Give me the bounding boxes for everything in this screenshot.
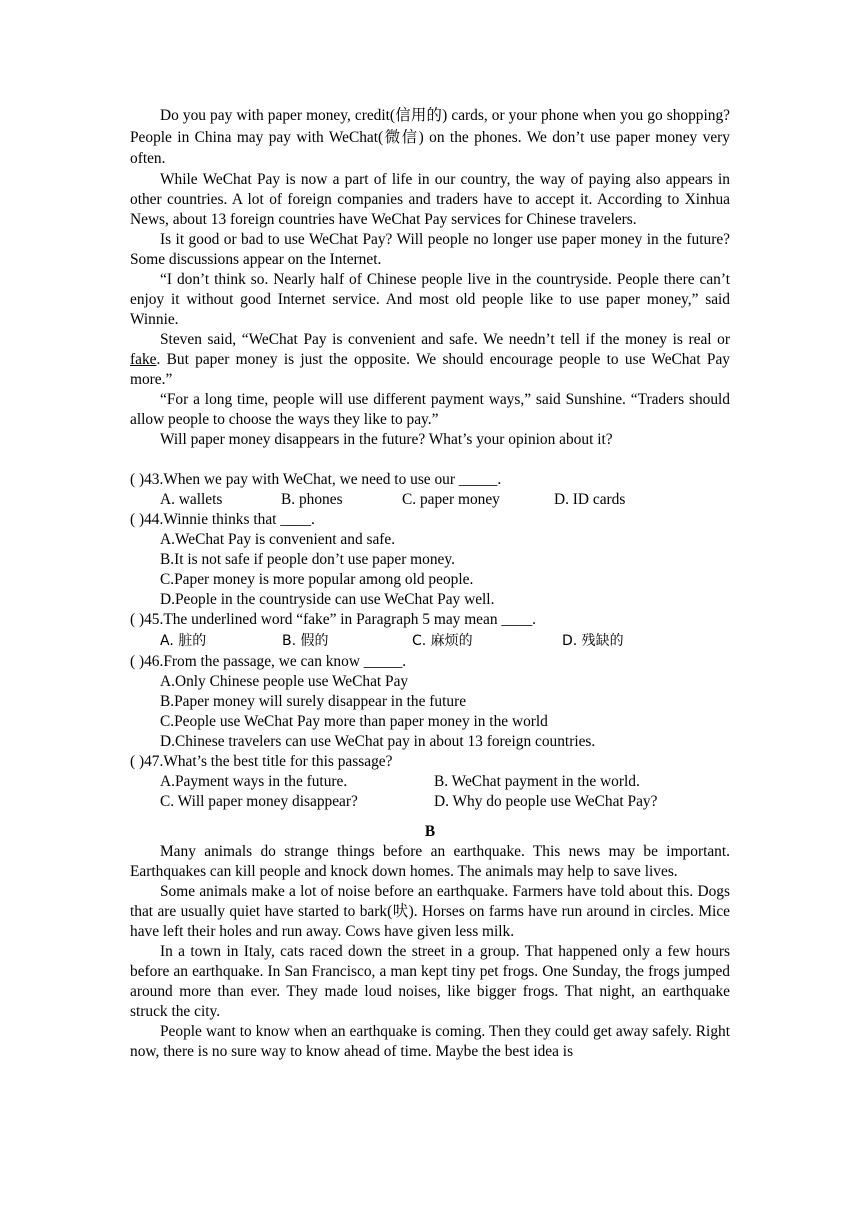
question-43-option-b: B. phones <box>281 490 343 508</box>
question-43-option-d: D. ID cards <box>554 490 626 508</box>
passage-b-paragraph-2: Some animals make a lot of noise before an earthquake. Farmers have told about this. Dogs that are usually quiet have started to bark(吠). Horses on farms have run around in circles. Mice have left their holes and run away. Cows have given less milk. <box>130 882 730 940</box>
document-page <box>130 105 730 1062</box>
question-46-stem: ( )46.From the passage, we can know _____. <box>130 652 407 670</box>
question-47-stem: ( )47.What’s the best title for this passage? <box>130 752 393 770</box>
question-43-option-a: A. wallets <box>160 490 223 508</box>
underlined-word-fake: fake <box>130 350 157 368</box>
passage-b-paragraph-4: People want to know when an earthquake is coming. Then they could get away safely. Right now, there is no sure way to know ahead of time. Maybe the best idea is <box>130 1022 730 1060</box>
question-47-option-a: A.Payment ways in the future. <box>160 772 348 790</box>
question-46-option-c: C.People use WeChat Pay more than paper money in the world <box>160 712 548 730</box>
question-43-stem: ( )43.When we pay with WeChat, we need to use our _____. <box>130 470 502 488</box>
passage-b-paragraph-1: Many animals do strange things before an earthquake. This news may be important. Earthquakes can kill people and knock down homes. The animals may help to save lives. <box>130 842 730 880</box>
question-45-option-b: B. 假的 <box>282 632 329 649</box>
question-44-option-b: B.It is not safe if people don’t use paper money. <box>160 550 455 568</box>
question-44-stem: ( )44.Winnie thinks that ____. <box>130 510 315 528</box>
passage-b-paragraph-3: In a town in Italy, cats raced down the street in a group. That happened only a few hours before an earthquake. In San Francisco, a man kept tiny pet frogs. One Sunday, the frogs jumped around more than ever. They made loud noises, like bigger frogs. That night, an earthquake struck the city. <box>130 942 730 1020</box>
question-44-option-c: C.Paper money is more popular among old people. <box>160 570 474 588</box>
paragraph-5-text-after: . But paper money is just the opposite. We should encourage people to use WeChat Pay more.” <box>130 350 730 388</box>
passage-a-paragraph-3: Is it good or bad to use WeChat Pay? Will people no longer use paper money in the future? Some discussions appear on the Internet. <box>130 230 730 268</box>
section-b-heading: B <box>424 822 436 840</box>
question-45-stem: ( )45.The underlined word “fake” in Paragraph 5 may mean ____. <box>130 610 536 628</box>
question-47-option-b: B. WeChat payment in the world. <box>434 772 640 790</box>
passage-a-paragraph-2: While WeChat Pay is now a part of life in our country, the way of paying also appears in other countries. A lot of foreign companies and traders have to accept it. According to Xinhua News, about 13 foreign countries have WeChat Pay services for Chinese travelers. <box>130 170 730 228</box>
question-43-option-c: C. paper money <box>402 490 500 508</box>
question-45-option-d: D. 残缺的 <box>562 632 624 649</box>
question-46-option-b: B.Paper money will surely disappear in the future <box>160 692 467 710</box>
spacer <box>130 450 730 470</box>
question-46-option-a: A.Only Chinese people use WeChat Pay <box>160 672 409 690</box>
question-47-option-d: D. Why do people use WeChat Pay? <box>434 792 658 810</box>
question-45-option-c: C. 麻烦的 <box>412 632 473 649</box>
question-47-options-row-2 <box>130 792 730 812</box>
question-43-options <box>130 490 730 510</box>
passage-a-paragraph-5 <box>130 330 730 390</box>
question-45-option-a: A. 脏的 <box>160 632 207 649</box>
passage-a-paragraph-4: “I don’t think so. Nearly half of Chinese people live in the countryside. People there can’t enjoy it without good Internet service. And most old people like to use paper money,” said Winnie. <box>130 270 730 328</box>
question-44-option-d: D.People in the countryside can use WeChat Pay well. <box>160 590 495 608</box>
passage-a-paragraph-6: “For a long time, people will use different payment ways,” said Sunshine. “Traders should allow people to choose the ways they like to pay.” <box>130 390 730 428</box>
question-47-options-row-1 <box>130 772 730 792</box>
question-47-option-c: C. Will paper money disappear? <box>160 792 358 810</box>
question-44-option-a: A.WeChat Pay is convenient and safe. <box>160 530 396 548</box>
paragraph-5-text-before: Steven said, “WeChat Pay is convenient and safe. We needn’t tell if the money is real or <box>160 330 730 348</box>
passage-a-paragraph-7: Will paper money disappears in the future? What’s your opinion about it? <box>160 430 613 448</box>
question-45-options <box>130 630 730 652</box>
passage-a-paragraph-1: Do you pay with paper money, credit(信用的) cards, or your phone when you go shopping? People in China may pay with WeChat(微信) on the phones. We don’t use paper money very often. <box>130 107 730 167</box>
question-46-option-d: D.Chinese travelers can use WeChat pay in about 13 foreign countries. <box>160 732 596 750</box>
